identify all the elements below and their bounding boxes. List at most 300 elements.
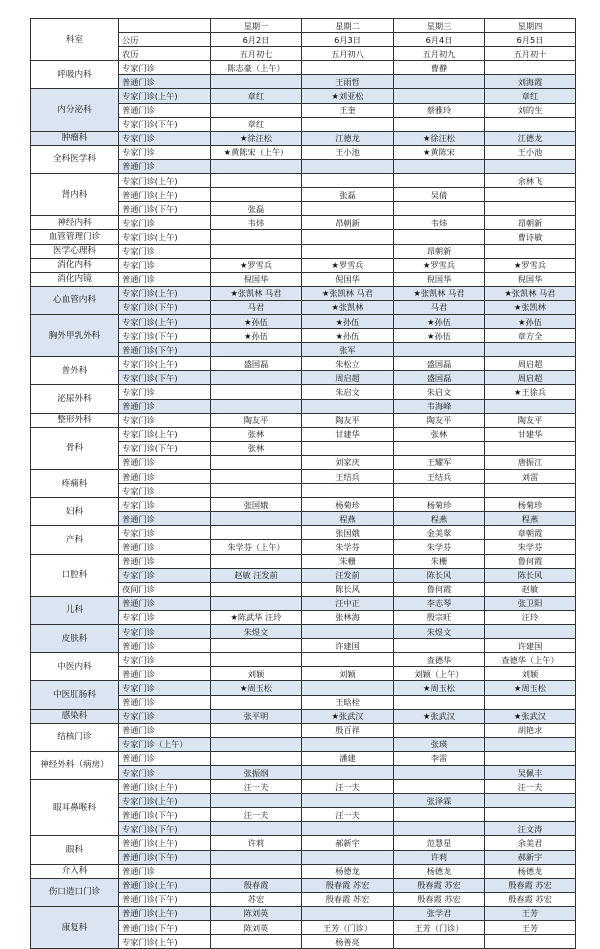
doctor-cell: 汪玲	[485, 610, 576, 624]
doctor-cell: 殷宗旺	[394, 610, 485, 624]
doctor-cell: 汪一夫	[302, 808, 394, 822]
doctor-cell: 殷百祥	[302, 723, 394, 737]
doctor-cell: 陈长风	[485, 568, 576, 582]
doctor-cell: 汪一夫	[485, 780, 576, 794]
doctor-cell: 曹静	[394, 61, 485, 75]
doctor-cell: 张卫阳	[485, 596, 576, 610]
doctor-cell: 余林飞	[485, 174, 576, 188]
doctor-cell	[302, 737, 394, 751]
doctor-cell: 陶友平	[485, 413, 576, 427]
doctor-cell: ★罗雪兵	[302, 258, 394, 272]
doctor-cell: 金美翠	[394, 526, 485, 540]
clinic-type: 专家门诊(上午)	[119, 357, 211, 371]
department-name: 疼痛科	[31, 470, 119, 498]
department-name: 儿科	[31, 596, 119, 624]
doctor-cell: 刘家庆	[302, 455, 394, 469]
clinic-type: 普通门诊	[119, 75, 211, 89]
lunar-date: 五月初十	[485, 47, 576, 61]
doctor-cell	[394, 230, 485, 244]
clinic-type: 专家门诊	[119, 653, 211, 667]
doctor-cell: 周启超	[485, 371, 576, 385]
doctor-cell: 王耀军	[394, 455, 485, 469]
department-name: 整形外科	[31, 413, 119, 427]
department-name: 中医肛肠科	[31, 681, 119, 709]
doctor-cell: 张磊	[211, 202, 302, 216]
doctor-cell: 朱煜文	[394, 625, 485, 639]
doctor-cell: 周启超	[485, 357, 576, 371]
doctor-cell: 许莉	[394, 850, 485, 864]
clinic-type: 专家门诊(上午)	[119, 89, 211, 103]
doctor-cell: 杨德龙	[394, 864, 485, 878]
department-name: 感染科	[31, 709, 119, 723]
doctor-cell: 杨菊珍	[394, 498, 485, 512]
doctor-cell	[485, 625, 576, 639]
doctor-cell: 王芳（门诊）	[394, 921, 485, 935]
clinic-type: 普通门诊(下午)	[119, 808, 211, 822]
doctor-cell	[211, 470, 302, 484]
doctor-cell: 朱学芬	[302, 540, 394, 554]
doctor-cell: ★孙伍	[394, 314, 485, 328]
gregorian-date: 6月5日	[485, 33, 576, 47]
doctor-cell: ★周玉松	[394, 681, 485, 695]
clinic-type: 专家门诊	[119, 244, 211, 258]
doctor-cell	[211, 244, 302, 258]
doctor-cell: 杨善亮	[302, 935, 394, 949]
lunar-label: 农历	[119, 47, 211, 61]
doctor-cell: 朱松立	[302, 357, 394, 371]
doctor-cell: 汪一夫	[211, 808, 302, 822]
clinic-type: 专家门诊	[119, 131, 211, 145]
doctor-cell: 朱启文	[394, 385, 485, 399]
clinic-type: 专家门诊(上午)	[119, 174, 211, 188]
doctor-cell: 朱学芬	[394, 540, 485, 554]
doctor-cell: ★周玉松	[211, 681, 302, 695]
table-row	[31, 89, 576, 103]
department-name: 医学心理科	[31, 244, 119, 258]
doctor-cell: 江德龙	[302, 131, 394, 145]
table-row	[31, 596, 576, 610]
day-cell: 星期三	[394, 19, 485, 33]
doctor-cell: ★罗雪兵	[485, 258, 576, 272]
doctor-cell: ★王徐兵	[485, 385, 576, 399]
doctor-cell	[485, 399, 576, 413]
doctor-cell: 陶友平	[394, 413, 485, 427]
doctor-cell: 章红	[485, 89, 576, 103]
doctor-cell: 张林海	[302, 610, 394, 624]
doctor-cell: ★罗雪兵	[394, 258, 485, 272]
day-cell: 星期一	[211, 19, 302, 33]
doctor-cell: 刘颖	[485, 667, 576, 681]
doctor-cell: 章红	[211, 117, 302, 131]
department-name: 骨科	[31, 427, 119, 469]
gregorian-date: 6月3日	[302, 33, 394, 47]
doctor-cell	[394, 89, 485, 103]
doctor-cell: ★徐汪松	[211, 131, 302, 145]
doctor-cell	[211, 822, 302, 836]
doctor-cell	[485, 484, 576, 498]
doctor-cell: ★刘亚松	[302, 89, 394, 103]
doctor-cell	[211, 864, 302, 878]
doctor-cell	[211, 653, 302, 667]
doctor-cell: 张林	[211, 427, 302, 441]
doctor-cell: ★张武汉	[485, 709, 576, 723]
clinic-type: 普通门诊	[119, 399, 211, 413]
doctor-cell: 张国娥	[302, 526, 394, 540]
table-row	[31, 244, 576, 258]
doctor-cell: 汪一夫	[211, 780, 302, 794]
doctor-cell: 许建国	[485, 639, 576, 653]
table-row	[31, 780, 576, 794]
doctor-cell: 王结兵	[302, 470, 394, 484]
doctor-cell	[485, 808, 576, 822]
doctor-cell	[485, 343, 576, 357]
doctor-cell: 倪国华	[485, 272, 576, 286]
doctor-cell	[302, 765, 394, 779]
doctor-cell: ★罗雪兵	[211, 258, 302, 272]
doctor-cell: 汪一夫	[302, 780, 394, 794]
doctor-cell	[394, 695, 485, 709]
doctor-cell: 张学君	[394, 906, 485, 920]
doctor-cell: 王雨哲	[302, 75, 394, 89]
doctor-cell: 吴倩	[394, 188, 485, 202]
doctor-cell	[211, 399, 302, 413]
doctor-cell: ★张凯林 马君	[302, 286, 394, 300]
doctor-cell	[302, 399, 394, 413]
lunar-date: 五月初八	[302, 47, 394, 61]
department-name: 肾内科	[31, 174, 119, 216]
department-name: 介入科	[31, 864, 119, 878]
schedule-body	[31, 19, 576, 949]
table-row	[31, 906, 576, 920]
doctor-cell	[211, 794, 302, 808]
schedule-table	[30, 18, 576, 949]
doctor-cell	[485, 737, 576, 751]
doctor-cell	[211, 582, 302, 596]
clinic-type: 专家门诊(下午)	[119, 300, 211, 314]
doctor-cell: 刘雷	[485, 470, 576, 484]
table-row	[31, 470, 576, 484]
doctor-cell: 王芳	[485, 921, 576, 935]
doctor-cell	[211, 554, 302, 568]
doctor-cell	[394, 808, 485, 822]
doctor-cell: 王小池	[485, 145, 576, 159]
clinic-type: 专家门诊(上午)	[119, 935, 211, 949]
doctor-cell: 殷春霞 苏宏	[302, 878, 394, 892]
doctor-cell: 查德华	[394, 653, 485, 667]
doctor-cell	[485, 188, 576, 202]
table-row	[31, 554, 576, 568]
department-name: 皮肤科	[31, 625, 119, 653]
doctor-cell	[211, 343, 302, 357]
doctor-cell	[211, 723, 302, 737]
doctor-cell: 程燕	[394, 512, 485, 526]
doctor-cell: 朱学芬（上午）	[211, 540, 302, 554]
dept-header-cell: 科室	[31, 19, 119, 61]
doctor-cell: 郝新宇	[485, 850, 576, 864]
department-name: 中医内科	[31, 653, 119, 681]
doctor-cell: ★孙伍	[211, 329, 302, 343]
department-name: 呼吸内科	[31, 61, 119, 89]
clinic-type: 专家门诊	[119, 258, 211, 272]
doctor-cell	[394, 723, 485, 737]
doctor-cell: 韦海峰	[394, 399, 485, 413]
doctor-cell	[302, 681, 394, 695]
doctor-cell	[302, 625, 394, 639]
doctor-cell	[394, 202, 485, 216]
doctor-cell	[211, 103, 302, 117]
clinic-type: 专家门诊(下午)	[119, 822, 211, 836]
doctor-cell: 赵敏 汪发前	[211, 568, 302, 582]
doctor-cell: 苏宏	[211, 892, 302, 906]
doctor-cell	[394, 441, 485, 455]
doctor-cell	[211, 455, 302, 469]
doctor-cell	[485, 202, 576, 216]
doctor-cell	[485, 117, 576, 131]
doctor-cell	[302, 202, 394, 216]
doctor-cell: ★张武汉	[394, 709, 485, 723]
doctor-cell: 韦炜	[211, 216, 302, 230]
table-row	[31, 385, 576, 399]
doctor-cell	[211, 188, 302, 202]
doctor-cell: 陈刘英	[211, 921, 302, 935]
doctor-cell: 刘的生	[485, 103, 576, 117]
doctor-cell	[302, 653, 394, 667]
clinic-type: 专家门诊(上午)	[119, 286, 211, 300]
doctor-cell: 倪国华	[211, 272, 302, 286]
lunar-date: 五月初九	[394, 47, 485, 61]
clinic-type: 专家门诊（上午）	[119, 737, 211, 751]
doctor-cell	[211, 737, 302, 751]
doctor-cell: 查德华（上午）	[485, 653, 576, 667]
clinic-type: 专家门诊	[119, 765, 211, 779]
doctor-cell	[211, 174, 302, 188]
doctor-cell: 朱学芬	[485, 540, 576, 554]
doctor-cell: 许莉	[211, 836, 302, 850]
day-cell: 星期四	[485, 19, 576, 33]
doctor-cell: 刘海霞	[485, 75, 576, 89]
doctor-cell: 甘建华	[485, 427, 576, 441]
clinic-type: 普通门诊	[119, 554, 211, 568]
clinic-type: 专家门诊	[119, 610, 211, 624]
doctor-cell: ★张凯林	[302, 300, 394, 314]
doctor-cell	[211, 526, 302, 540]
doctor-cell: ★孙伍	[302, 314, 394, 328]
doctor-cell: 章红	[211, 89, 302, 103]
table-row	[31, 681, 576, 695]
doctor-cell: 陶友平	[302, 413, 394, 427]
clinic-type: 普通门诊	[119, 103, 211, 117]
doctor-cell: 汪中正	[302, 596, 394, 610]
department-name: 神经外科（病房）	[31, 751, 119, 779]
doctor-cell: 朱启文	[302, 385, 394, 399]
department-name: 心血管内科	[31, 286, 119, 314]
clinic-type: 专家门诊(上午)	[119, 230, 211, 244]
doctor-cell	[211, 230, 302, 244]
doctor-cell: ★徐汪松	[394, 131, 485, 145]
doctor-cell: 王结兵	[394, 470, 485, 484]
doctor-cell: 盛国磊	[211, 357, 302, 371]
doctor-cell	[485, 159, 576, 173]
clinic-type: 专家门诊	[119, 385, 211, 399]
doctor-cell: ★张凯林	[485, 300, 576, 314]
clinic-type: 普通门诊(上午)	[119, 780, 211, 794]
doctor-cell: 李雷	[394, 751, 485, 765]
doctor-cell	[302, 159, 394, 173]
table-row	[31, 61, 576, 75]
doctor-cell: 昂朝新	[394, 244, 485, 258]
table-row	[31, 413, 576, 427]
doctor-cell: ★张凯林 马君	[485, 286, 576, 300]
doctor-cell: 殷春霞 苏宏	[394, 892, 485, 906]
doctor-cell	[302, 244, 394, 258]
doctor-cell	[302, 794, 394, 808]
table-row	[31, 272, 576, 286]
doctor-cell: 殷春霞 苏宏	[485, 878, 576, 892]
doctor-cell	[211, 484, 302, 498]
department-name: 神经内科	[31, 216, 119, 230]
clinic-type: 普通门诊	[119, 751, 211, 765]
table-row	[31, 878, 576, 892]
doctor-cell: 曹诗敏	[485, 230, 576, 244]
clinic-type: 专家门诊	[119, 413, 211, 427]
doctor-cell: 陈志豪（上午）	[211, 61, 302, 75]
doctor-cell: 昂朝新	[302, 216, 394, 230]
doctor-cell: 郝新宇	[302, 836, 394, 850]
clinic-type: 专家门诊	[119, 681, 211, 695]
doctor-cell: 潘建	[302, 751, 394, 765]
doctor-cell	[302, 174, 394, 188]
doctor-cell	[302, 822, 394, 836]
clinic-type: 普通门诊(上午)	[119, 878, 211, 892]
clinic-type: 专家门诊	[119, 568, 211, 582]
table-row	[31, 314, 576, 328]
department-name: 妇科	[31, 498, 119, 526]
doctor-cell: 盛国磊	[394, 357, 485, 371]
table-row	[31, 709, 576, 723]
doctor-cell: 吴佩丰	[485, 765, 576, 779]
doctor-cell: 张国娥	[211, 498, 302, 512]
empty-header-cell	[119, 19, 211, 33]
doctor-cell: 陈刘英	[211, 906, 302, 920]
department-name: 泌尿外科	[31, 385, 119, 413]
doctor-cell	[302, 117, 394, 131]
doctor-cell: 殷春霞	[211, 878, 302, 892]
header-day-row	[31, 19, 576, 33]
clinic-type: 普通门诊(下午)	[119, 343, 211, 357]
gregorian-date: 6月4日	[394, 33, 485, 47]
department-name: 内分泌科	[31, 89, 119, 131]
clinic-type: 专家门诊(下午)	[119, 371, 211, 385]
doctor-cell: 刘颖	[211, 667, 302, 681]
department-name: 胸外甲乳外科	[31, 314, 119, 356]
clinic-type: 普通门诊(上午)	[119, 188, 211, 202]
doctor-cell: 张平明	[211, 709, 302, 723]
doctor-cell: 陶友平	[211, 413, 302, 427]
doctor-cell: 周启超	[302, 371, 394, 385]
doctor-cell: 昂朝新	[485, 216, 576, 230]
clinic-type: 普通门诊	[119, 470, 211, 484]
doctor-cell: ★孙伍	[302, 329, 394, 343]
doctor-cell	[394, 765, 485, 779]
table-row	[31, 836, 576, 850]
table-row	[31, 174, 576, 188]
doctor-cell: ★陈武华 汪玲	[211, 610, 302, 624]
doctor-cell	[485, 61, 576, 75]
doctor-cell	[394, 822, 485, 836]
doctor-cell	[211, 639, 302, 653]
doctor-cell: 陈长风	[394, 568, 485, 582]
department-name: 结核门诊	[31, 723, 119, 751]
doctor-cell: 汪发前	[302, 568, 394, 582]
table-row	[31, 653, 576, 667]
doctor-cell	[302, 441, 394, 455]
doctor-cell: 张林	[394, 427, 485, 441]
table-row	[31, 145, 576, 159]
clinic-type: 专家门诊	[119, 61, 211, 75]
doctor-cell	[485, 441, 576, 455]
day-cell: 星期二	[302, 19, 394, 33]
doctor-cell: 杨德龙	[485, 864, 576, 878]
doctor-cell	[211, 850, 302, 864]
doctor-cell: 刘颖（上午）	[394, 667, 485, 681]
doctor-cell: 王芳	[485, 906, 576, 920]
doctor-cell	[394, 117, 485, 131]
doctor-cell: 程燕	[485, 512, 576, 526]
doctor-cell	[485, 751, 576, 765]
doctor-cell: 马君	[211, 300, 302, 314]
doctor-cell: 胡艳求	[485, 723, 576, 737]
doctor-cell	[394, 780, 485, 794]
department-name: 眼科	[31, 836, 119, 864]
doctor-cell: 唐振江	[485, 455, 576, 469]
clinic-type: 普通门诊(下午)	[119, 850, 211, 864]
clinic-type: 普通门诊(上午)	[119, 836, 211, 850]
department-name: 产科	[31, 526, 119, 554]
doctor-cell	[211, 512, 302, 526]
table-row	[31, 723, 576, 737]
doctor-cell: 王芳（门诊）	[302, 921, 394, 935]
doctor-cell: 余美君	[485, 836, 576, 850]
table-row	[31, 625, 576, 639]
clinic-type: 普通门诊	[119, 864, 211, 878]
doctor-cell	[394, 343, 485, 357]
doctor-cell: 盛国磊	[394, 371, 485, 385]
doctor-cell: 李志琴	[394, 596, 485, 610]
doctor-cell: 王晗栓	[302, 695, 394, 709]
doctor-cell: 殷春霞 苏宏	[485, 892, 576, 906]
clinic-type: 普通门诊(下午)	[119, 921, 211, 935]
doctor-cell: 蔡雅玲	[394, 103, 485, 117]
doctor-cell: 朱煜文	[211, 625, 302, 639]
doctor-cell	[485, 244, 576, 258]
doctor-cell: 朱栅	[302, 554, 394, 568]
clinic-type: 普通门诊(下午)	[119, 892, 211, 906]
clinic-type: 普通门诊	[119, 272, 211, 286]
clinic-type: 专家门诊(上午)	[119, 794, 211, 808]
clinic-type: 专家门诊(上午)	[119, 314, 211, 328]
doctor-cell: 倪国华	[394, 272, 485, 286]
doctor-cell: 陈长风	[302, 582, 394, 596]
doctor-cell: 王奎	[302, 103, 394, 117]
doctor-cell	[211, 75, 302, 89]
table-row	[31, 751, 576, 765]
doctor-cell: ★周玉松	[485, 681, 576, 695]
department-name: 全科医学科	[31, 145, 119, 173]
table-row	[31, 357, 576, 371]
department-name: 血管管理门诊	[31, 230, 119, 244]
doctor-cell: ★孙伍	[394, 329, 485, 343]
doctor-cell	[302, 850, 394, 864]
